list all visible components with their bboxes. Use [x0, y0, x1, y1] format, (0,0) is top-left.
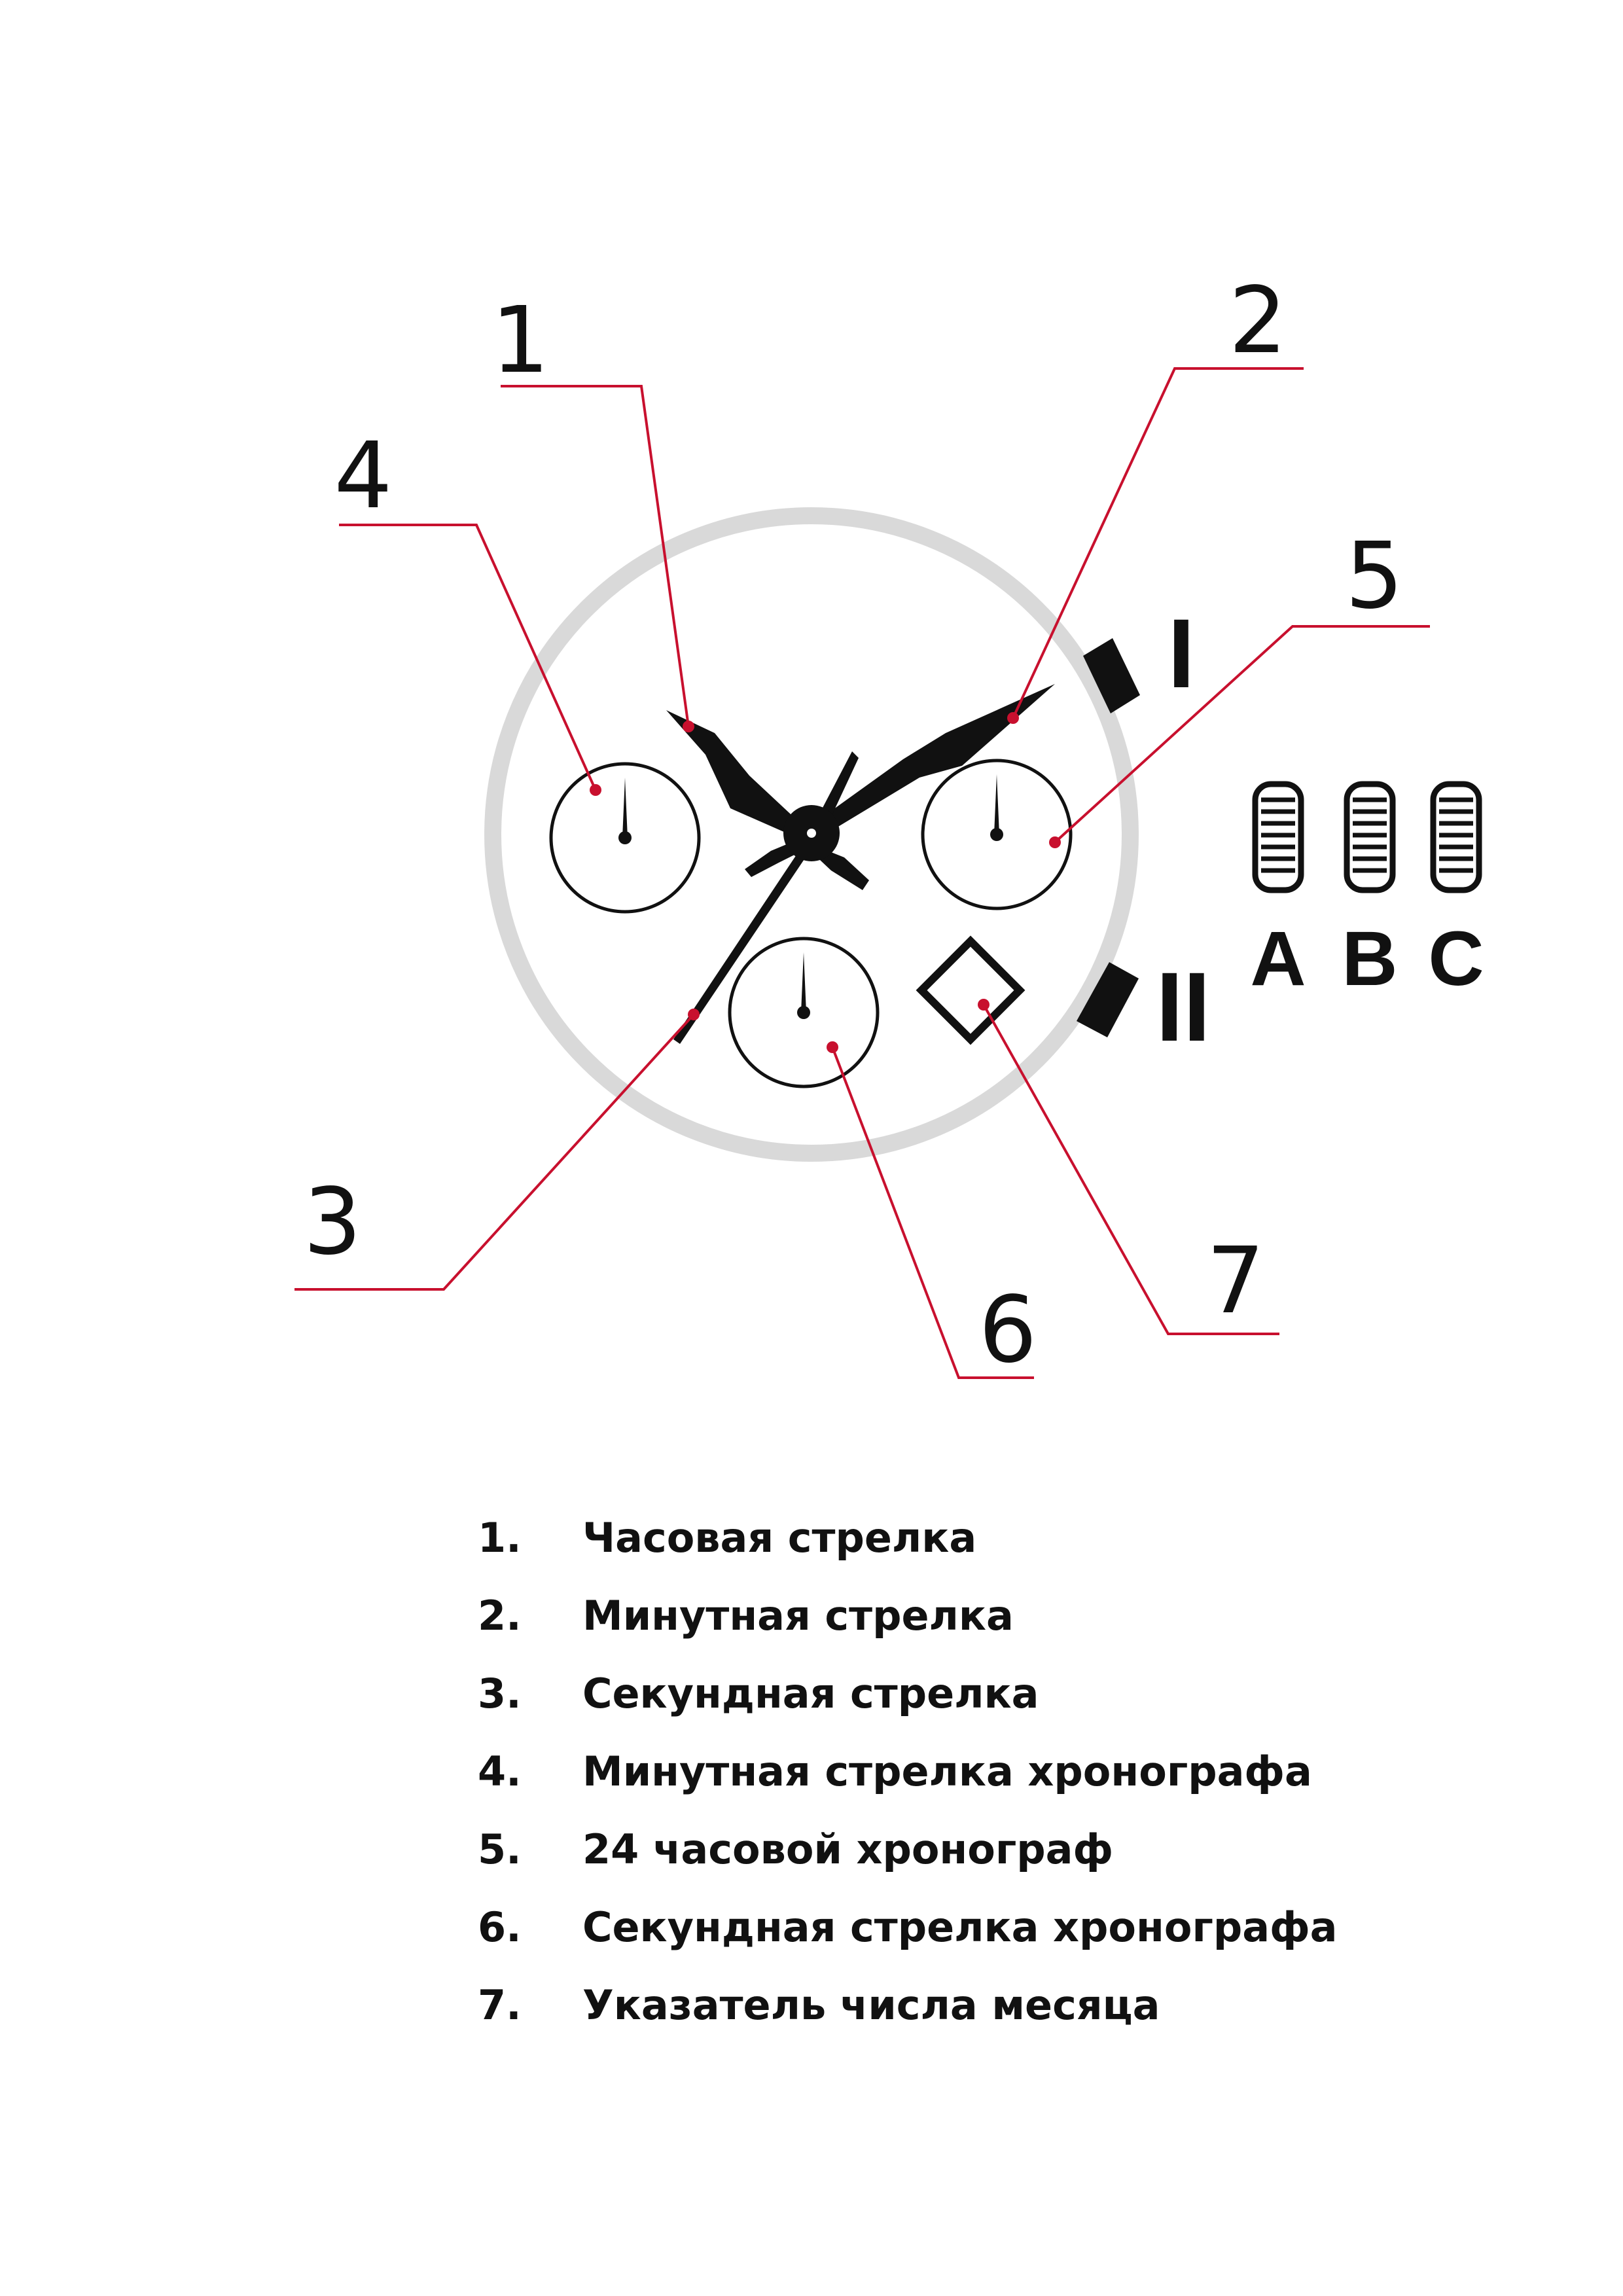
leader-line-4 [339, 525, 596, 790]
callout-number-2: 2 [1228, 268, 1287, 374]
legend-item-6 [478, 1888, 1525, 1966]
legend-item-2 [478, 1577, 1525, 1655]
legend-text: Секундная стрелка хронографа [582, 1903, 1338, 1951]
legend-text: Часовая стрелка [582, 1514, 977, 1562]
leader-dot-6 [827, 1041, 838, 1053]
subdial-bottom [730, 939, 878, 1086]
legend-item-1 [478, 1499, 1525, 1577]
date-window [921, 941, 1020, 1039]
legend-number: 5. [478, 1825, 522, 1873]
callout-number-6: 6 [978, 1277, 1037, 1384]
pusher-label-top: I [1168, 598, 1195, 708]
leader-dot-5 [1049, 836, 1061, 848]
crown-position-b [1347, 784, 1393, 890]
crown-position-a [1255, 784, 1301, 890]
crown-label-b: B [1342, 916, 1398, 1002]
callout-number-1: 1 [491, 287, 550, 394]
callout-number-4: 4 [334, 423, 393, 529]
legend-item-3 [478, 1655, 1525, 1732]
leader-dot-7 [978, 999, 990, 1011]
legend-number: 1. [478, 1514, 522, 1562]
center-pin [807, 829, 816, 838]
legend-number: 7. [478, 1981, 522, 2029]
pusher-label-bottom: II [1156, 952, 1211, 1062]
legend-item-7 [478, 1966, 1525, 2044]
leader-line-2 [1013, 368, 1304, 718]
legend-item-4 [478, 1732, 1525, 1810]
legend-text: Минутная стрелка [582, 1592, 1014, 1640]
legend-text: 24 часовой хронограф [582, 1825, 1113, 1873]
leader-dot-3 [688, 1009, 700, 1020]
callout-number-3: 3 [303, 1169, 362, 1276]
leader-dot-4 [590, 784, 601, 796]
legend-number: 2. [478, 1592, 522, 1640]
legend-item-5 [478, 1810, 1525, 1888]
crown-label-a: A [1250, 916, 1306, 1002]
subdial-left [551, 764, 699, 912]
legend-number: 3. [478, 1670, 522, 1717]
legend-text: Минутная стрелка хронографа [582, 1748, 1312, 1795]
legend-text: Указатель числа месяца [582, 1981, 1160, 2029]
callout-number-5: 5 [1345, 523, 1404, 630]
leader-dot-2 [1007, 712, 1019, 724]
callout-number-7: 7 [1206, 1228, 1265, 1335]
legend-number: 4. [478, 1748, 522, 1795]
legend-number: 6. [478, 1903, 522, 1951]
crown-position-c [1433, 784, 1479, 890]
legend-text: Секундная стрелка [582, 1670, 1039, 1717]
crown-label-c: C [1428, 916, 1484, 1002]
legend-list [478, 1499, 1525, 2044]
subdial-right [923, 761, 1071, 908]
leader-dot-1 [683, 721, 694, 732]
